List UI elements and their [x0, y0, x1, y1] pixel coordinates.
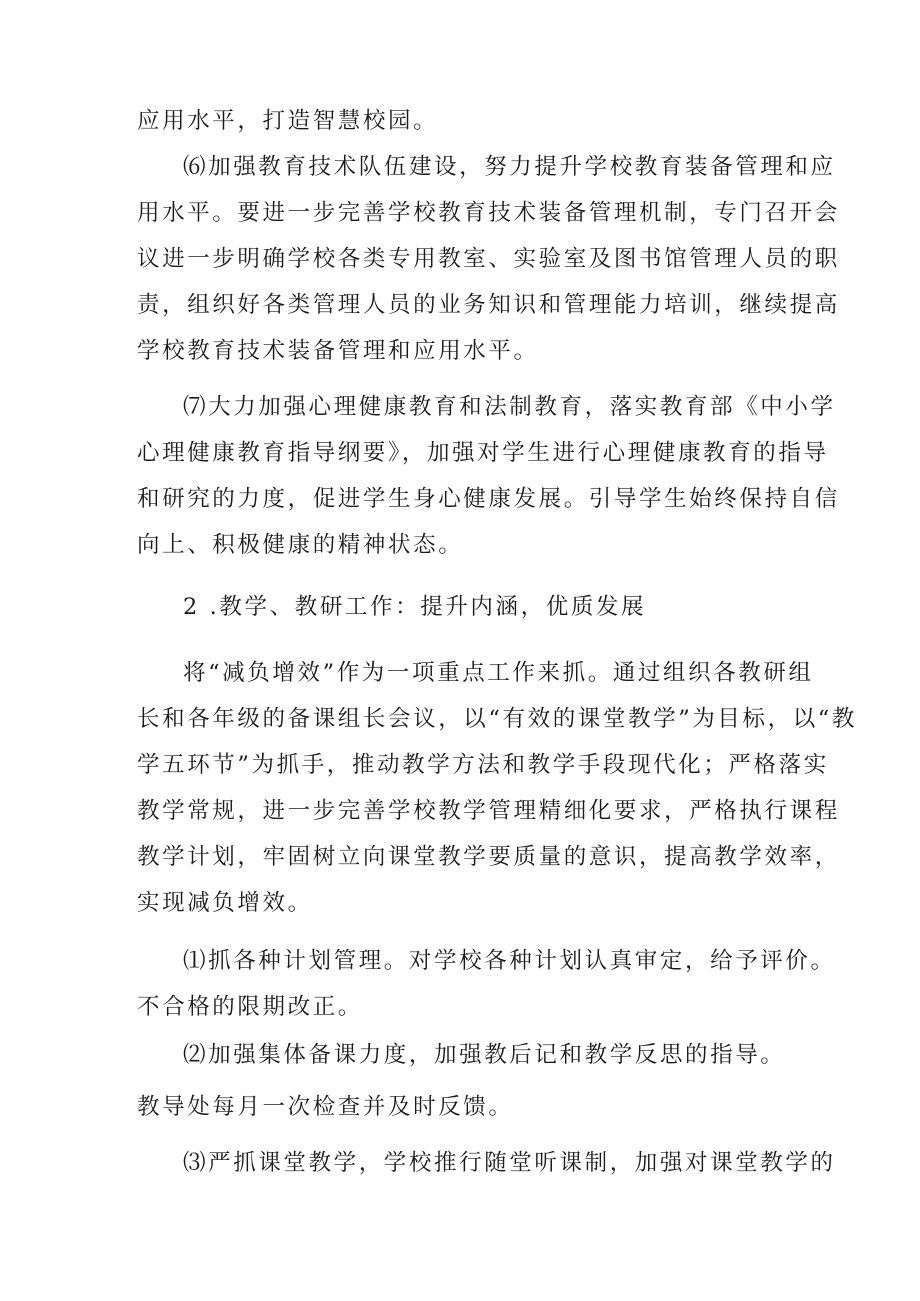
paragraph-item-3-start: ⑶严抓课堂教学，学校推行随堂听课制，加强对课堂教学的 [183, 1150, 836, 1176]
text-line: 向上、积极健康的精神状态。 [137, 532, 464, 558]
text-line: 学校教育技术装备管理和应用水平。 [137, 338, 539, 364]
text-line: 和研究的力度，促进学生身心健康发展。引导学生始终保持自信 [137, 486, 840, 512]
text-line: 心理健康教育指导纲要》，加强对学生进行心理健康教育的指导 [137, 440, 829, 466]
paragraph-item-2-start: ⑵加强集体备课力度，加强教后记和教学反思的指导。 [183, 1042, 786, 1068]
paragraph-item-6-start: ⑹加强教育技术队伍建设，努力提升学校教育装备管理和应 [183, 154, 836, 180]
text-line: 教学计划，牢固树立向课堂教学要质量的意识，提高教学效率， [137, 844, 840, 870]
text-line: 议进一步明确学校各类专用教室、实验室及图书馆管理人员的职 [137, 246, 840, 272]
text-line: 应用水平，打造智慧校园。 [137, 108, 439, 134]
text-line: 学五环节”为抓手，推动教学方法和教学手段现代化；严格落实 [137, 752, 829, 778]
text-line: 实现减负增效。 [137, 890, 313, 916]
section-heading: 2 .教学、教研工作：提升内涵，优质发展 [183, 594, 647, 620]
text-line: 责，组织好各类管理人员的业务知识和管理能力培训，继续提高 [137, 292, 840, 318]
text-line: 不合格的限期改正。 [137, 994, 363, 1020]
text-line: 用水平。要进一步完善学校教育技术装备管理机制，专门召开会 [137, 200, 840, 226]
text-line: 教导处每月一次检查并及时反馈。 [137, 1094, 514, 1120]
paragraph-item-1-start: ⑴抓各种计划管理。对学校各种计划认真审定，给予评价。 [183, 948, 836, 974]
text-line: 教学常规，进一步完善学校教学管理精细化要求，严格执行课程 [137, 798, 840, 824]
paragraph-item-7-start: ⑺大力加强心理健康教育和法制教育，落实教育部《中小学 [183, 394, 836, 420]
paragraph-start: 将“减负增效”作为一项重点工作来抓。通过组织各教研组 [183, 660, 814, 686]
text-line: 长和各年级的备课组长会议，以“有效的课堂教学”为目标，以“教 [137, 706, 858, 732]
